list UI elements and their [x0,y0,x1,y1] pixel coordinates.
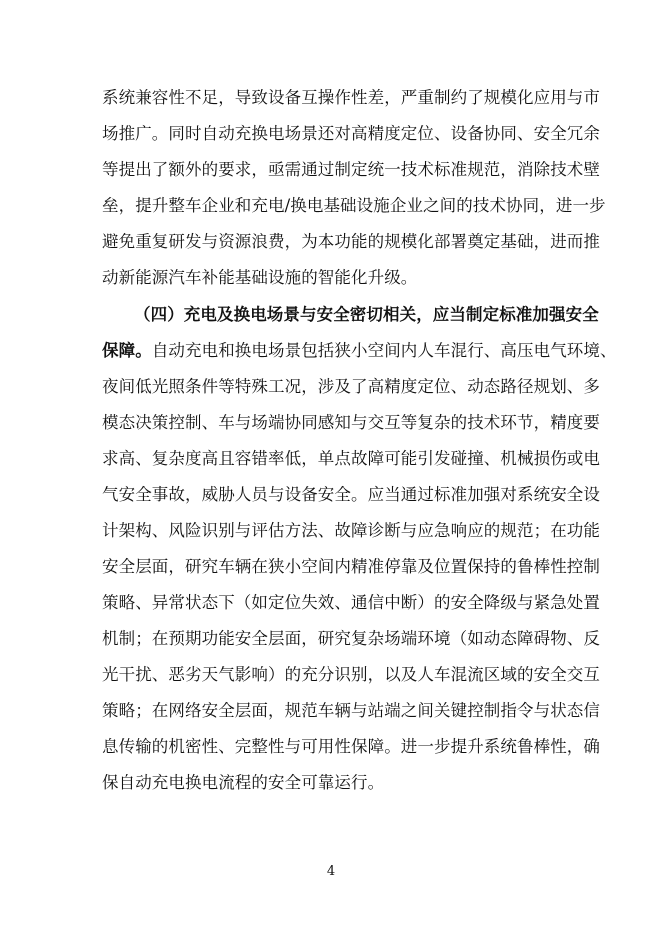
paragraph-line: 安全层面，研究车辆在狭小空间内精准停靠及位置保持的鲁棒性控制 [102,557,600,576]
page-number: 4 [326,864,336,879]
paragraph-line: 垒，提升整车企业和充电/换电基础设施企业之间的技术协同，进一步 [102,196,606,215]
paragraph-line: 气安全事故，威胁人员与设备安全。应当通过标准加强对系统安全设 [102,485,600,504]
paragraph-line: 策略、异常状态下（如定位失效、通信中断）的安全降级与紧急处置 [102,593,600,612]
section-heading-continuation: 保障。 [102,341,152,360]
paragraph-line: 计架构、风险识别与评估方法、故障诊断与应急响应的规范；在功能 [102,521,600,540]
paragraph-line: 光干扰、恶劣天气影响）的充分识别，以及人车混流区域的安全交互 [102,665,600,684]
paragraph-line: 避免重复研发与资源浪费，为本功能的规模化部署奠定基础，进而推 [102,232,600,251]
paragraph-line: 等提出了额外的要求，亟需通过制定统一技术标准规范，消除技术壁 [102,160,600,179]
paragraph-line [102,341,617,361]
paragraph-line: 求高、复杂度高且容错率低，单点故障可能引发碰撞、机械损伤或电 [102,449,600,468]
paragraph-line: 策略；在网络安全层面，规范车辆与站端之间关键控制指令与状态信 [102,701,600,720]
paragraph-line: 保自动充电换电流程的安全可靠运行。 [102,773,385,792]
paragraph-line: 场推广。同时自动充换电场景还对高精度定位、设备协同、安全冗余 [102,124,600,143]
paragraph-line: 模态决策控制、车与场端协同感知与交互等复杂的技术环节，精度要 [102,413,600,432]
paragraph-line: 息传输的机密性、完整性与可用性保障。进一步提升系统鲁棒性，确 [102,737,600,756]
paragraph-line-text: 自动充电和换电场景包括狭小空间内人车混行、高压电气环境、 [151,341,617,360]
section-heading: （四）充电及换电场景与安全密切相关，应当制定标准加强安全 [134,305,599,324]
paragraph-line: 动新能源汽车补能基础设施的智能化升级。 [102,268,418,287]
paragraph-line: 机制；在预期功能安全层面，研究复杂场端环境（如动态障碍物、反 [102,629,600,648]
paragraph-line: 夜间低光照条件等特殊工况，涉及了高精度定位、动态路径规划、多 [102,377,600,396]
paragraph-line: 系统兼容性不足，导致设备互操作性差，严重制约了规模化应用与市 [102,88,600,107]
